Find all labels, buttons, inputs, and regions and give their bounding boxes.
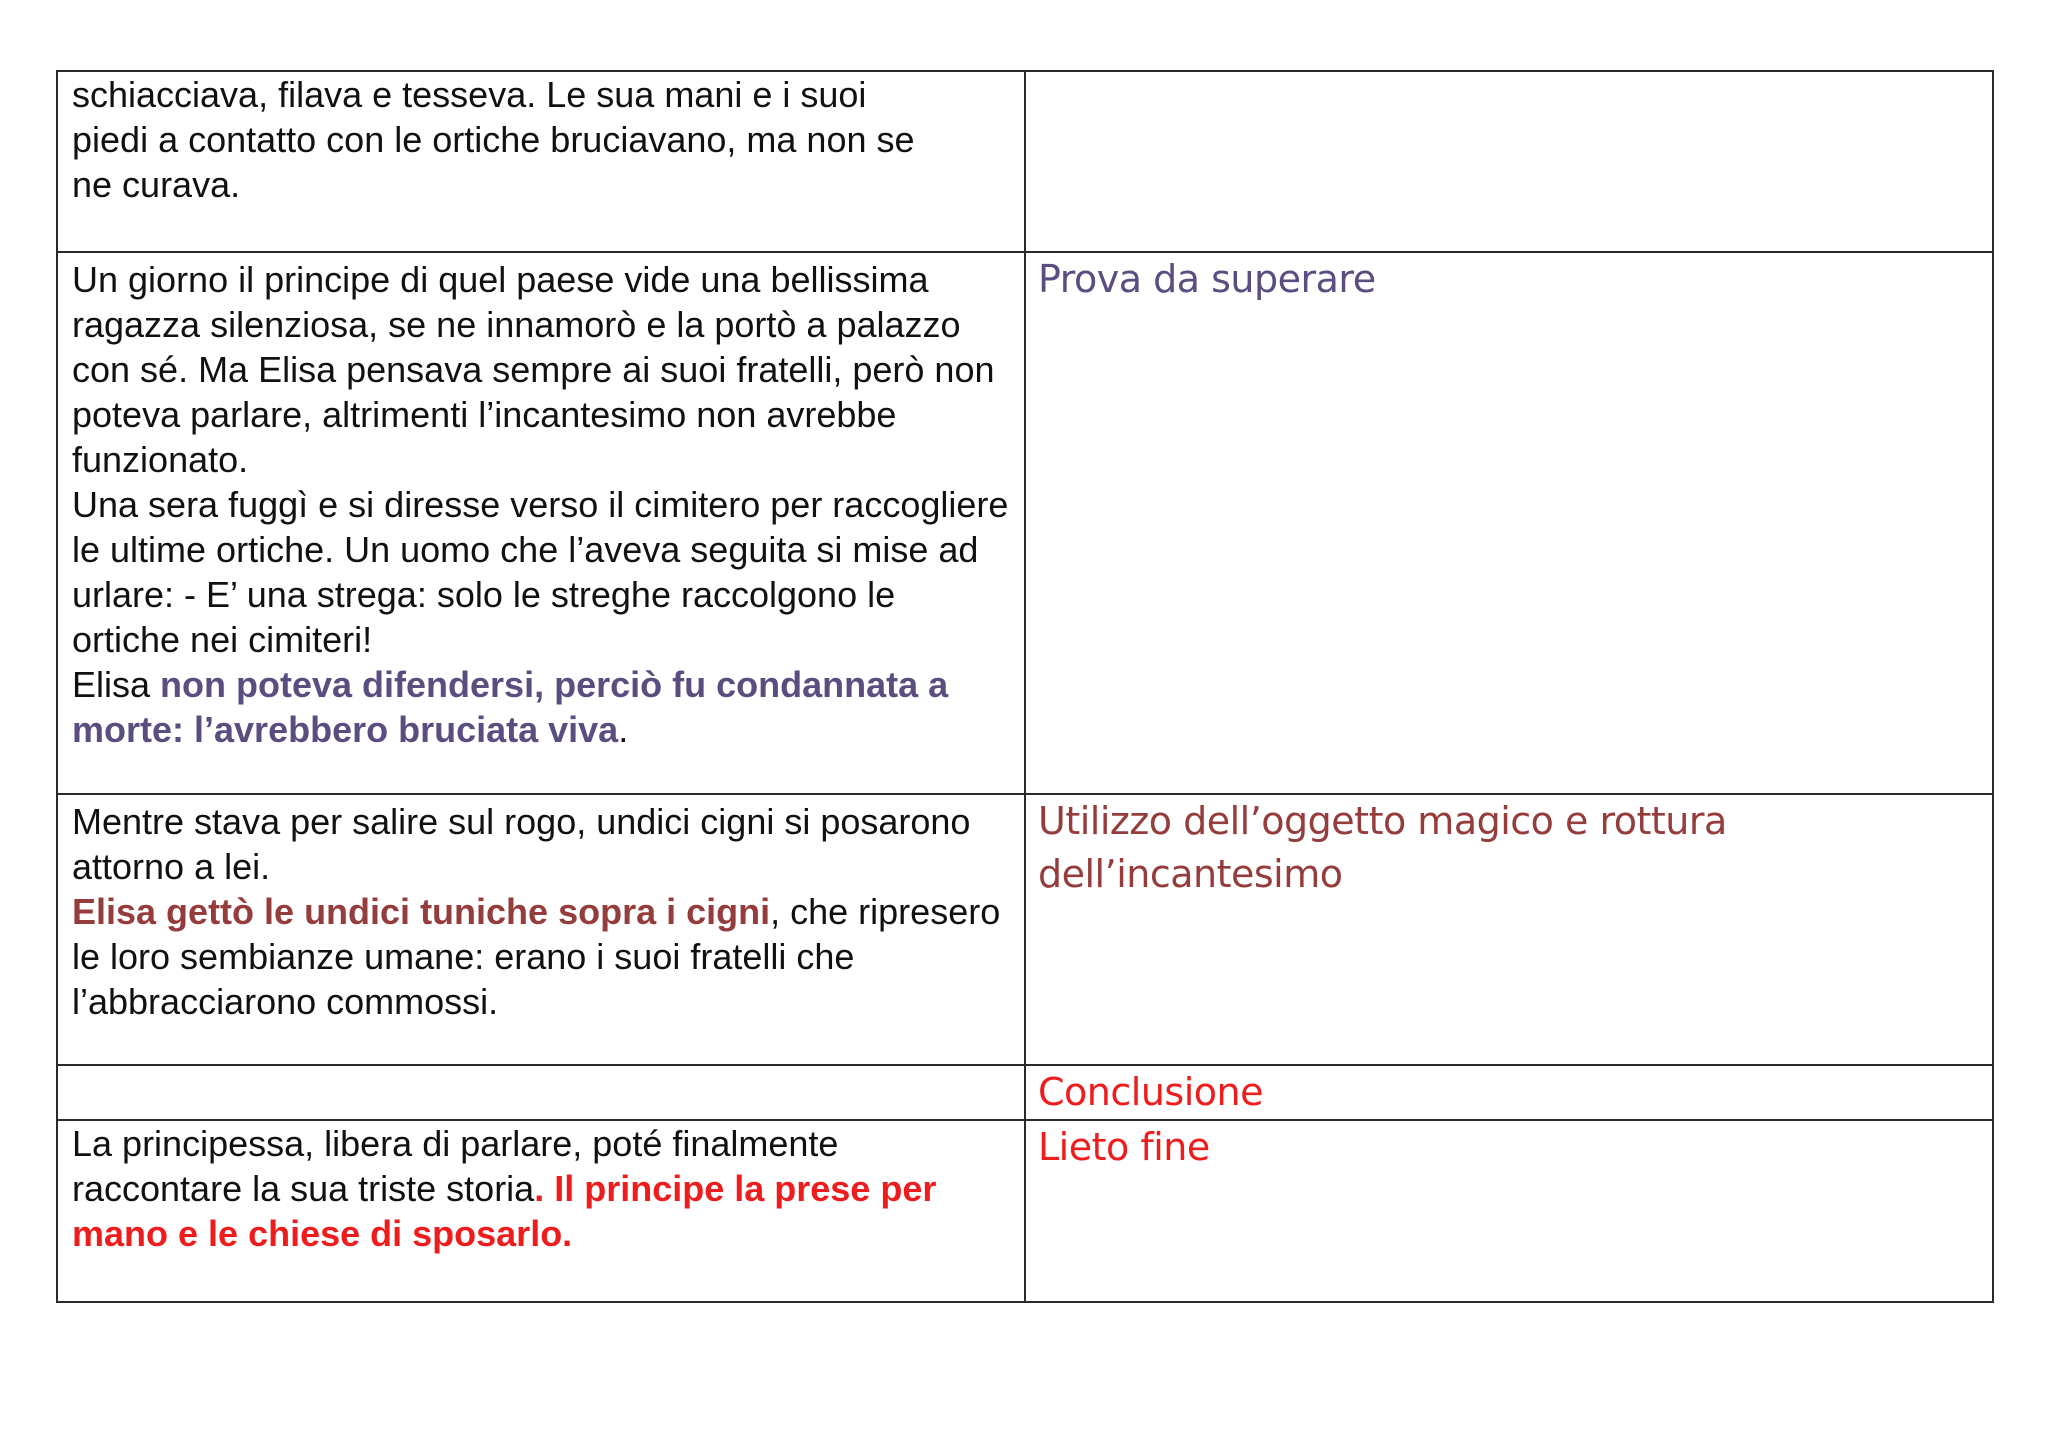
story-sentence: La principessa, libera di parlare, poté finalmente raccontare la sua triste storia (72, 1123, 839, 1209)
story-sentence: Una sera fuggì e si diresse verso il cimitero per raccogliere le ultime ortiche. Un uomo che l’aveva seguita si mise ad urlare: - E’ una strega: solo le streghe raccolgono le ortiche nei cimiteri! (72, 484, 1009, 660)
story-text (58, 795, 1024, 1024)
story-cell (57, 252, 1025, 794)
story-sentence: , che ripresero le loro sembianze umane: erano i suoi fratelli che l’abbracciarono commossi. (72, 891, 1001, 1022)
table-row (57, 252, 1993, 794)
story-line: piedi a contatto con le ortiche bruciavano, ma non se (72, 119, 915, 160)
table-row (57, 1065, 1993, 1120)
phase-label: Conclusione (1038, 1070, 1263, 1114)
label-cell (1025, 794, 1993, 1065)
story-paragraph: Mentre stava per salire sul rogo, undici cigni si posarono attorno a lei. (72, 801, 971, 887)
story-paragraph (72, 889, 1012, 1024)
story-table (56, 70, 1994, 1303)
story-line: ne curava. (72, 164, 241, 205)
table-row (57, 794, 1993, 1065)
phase-label: Lieto fine (1038, 1125, 1210, 1169)
label-cell (1025, 1120, 1993, 1302)
highlighted-event: non poteva difendersi, perciò fu condannata a morte: l’avrebbero bruciata viva (72, 664, 949, 750)
story-text (58, 72, 1024, 207)
story-paragraph (72, 482, 1012, 662)
label-cell (1025, 252, 1993, 794)
label-cell (1025, 71, 1993, 252)
story-paragraph (72, 1121, 1012, 1256)
story-text (58, 1121, 1024, 1256)
phase-label: Prova da superare (1038, 257, 1376, 301)
story-paragraph (72, 662, 1012, 752)
table-row (57, 1120, 1993, 1302)
story-text (58, 253, 1024, 752)
story-sentence: . (618, 709, 629, 750)
table-row (57, 71, 1993, 252)
story-cell (57, 1120, 1025, 1302)
story-sentence: Elisa (72, 664, 161, 705)
story-cell (57, 71, 1025, 252)
highlighted-event: Elisa gettò le undici tuniche sopra i cigni (72, 891, 771, 932)
story-line: schiacciava, filava e tesseva. Le sua mani e i suoi (72, 74, 867, 115)
story-cell (57, 1065, 1025, 1120)
story-cell (57, 794, 1025, 1065)
highlighted-event: . Il principe la prese per mano e le chiese di sposarlo. (72, 1168, 937, 1254)
label-cell (1025, 1065, 1993, 1120)
story-paragraph: Un giorno il principe di quel paese vide una bellissima ragazza silenziosa, se ne innamorò e la portò a palazzo con sé. Ma Elisa pensava sempre ai suoi fratelli, però non poteva parlare, altrimenti l’incantesimo non avrebbe funzionato. (72, 259, 995, 480)
phase-label: Utilizzo dell’oggetto magico e rottura dell’incantesimo (1038, 799, 1727, 896)
